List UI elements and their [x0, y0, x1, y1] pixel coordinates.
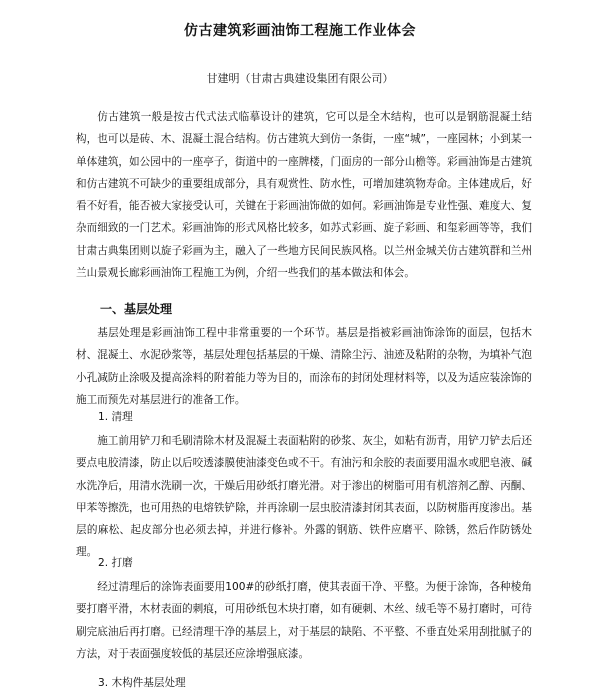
subsection-text-cleaning: 施工前用铲刀和毛刷清除木材及混凝土表面粘附的砂浆、灰尘，如粘有沥青，用铲刀铲去后还要点电胶清漆，防止以后咬透漆膜使油漆变色或不干。有油污和余胶的表面要用温水或肥皂液、碱水洗净后，用清水洗刷一次，干燥后用砂纸打磨光滑。对于渗出的树脂可用有机溶剂乙醇、丙酮、甲苯等擦洗，也可用热的电熔铁铲除，并再涂刷一层虫胶清漆封闭其表面，以防树脂再度渗出。基层的麻松、起皮部分也必须去掉，并进行修补。外露的钢筋、铁件应磨平、除锈，然后作防锈处理。	[76, 435, 532, 559]
subsection-title-cleaning: 1. 清理	[98, 411, 133, 423]
section-intro-paragraph: 基层处理是彩画油饰工程中非常重要的一个环节。基层是指被彩画油饰涂饰的面层，包括木材、混凝土、水泥砂浆等，基层处理包括基层的干燥、清除尘污、油迹及粘附的杂物，为填补气泡小孔减防止涂吸及提高涂料的附着能力等为目的，而涂布的封闭处理材料等，以及为适应装涂饰的施工而预先对基层进行的准备工作。	[76, 327, 532, 406]
subsection-text-sanding: 经过清理后的涂饰表面要用100#的砂纸打磨，使其表面干净、平整。为便于涂饰，各种棱角要打磨平滑，木材表面的刺痕，可用砂纸包木块打磨，如有硬刺、木丝、绒毛等不易打磨时，可待刷完底油后再打磨。已经清理干净的基层上，对于基层的缺陷、不平整、不垂直处采用刮批腻子的方法，对于表面强度较低的基层还应涂增强底漆。	[76, 581, 532, 660]
intro-paragraph: 仿古建筑一般是按古代式法式临摹设计的建筑，它可以是全木结构，也可以是钢筋混凝土结构，也可以是砖、木、混凝土混合结构。仿古建筑大到仿一条街，一座“城”，一座园林；小到某一单体建筑，如公园中的一座亭子，街道中的一座牌楼，门面房的一部分山檐等。彩画油饰是古建筑和仿古建筑不可缺少的重要组成部分，具有观赏性、防水性，可增加建筑物寿命。主体建成后，好看不好看，能否被大家接受认可，关键在于彩画油饰做的如何。彩画油饰是专业性强、难度大、复杂而细致的一门艺术。彩画油饰的形式风格比较多，如苏式彩画、旋子彩画、和玺彩画等等，我们甘肃古典集团则以旋子彩画为主，融入了一些地方民间民族风格。以兰州金城关仿古建筑群和兰州兰山景观长廊彩画油饰工程施工为例，介绍一些我们的基本做法和体会。	[76, 111, 532, 280]
subsection-title-sanding: 2. 打磨	[98, 557, 133, 569]
document-author: 甘建明（甘肃古典建设集团有限公司）	[206, 72, 394, 85]
section-heading: 一、基层处理	[100, 302, 173, 316]
subsection-title-wood-base: 3. 木构件基层处理	[98, 677, 186, 689]
document-title: 仿古建筑彩画油饰工程施工作业体会	[184, 23, 416, 39]
